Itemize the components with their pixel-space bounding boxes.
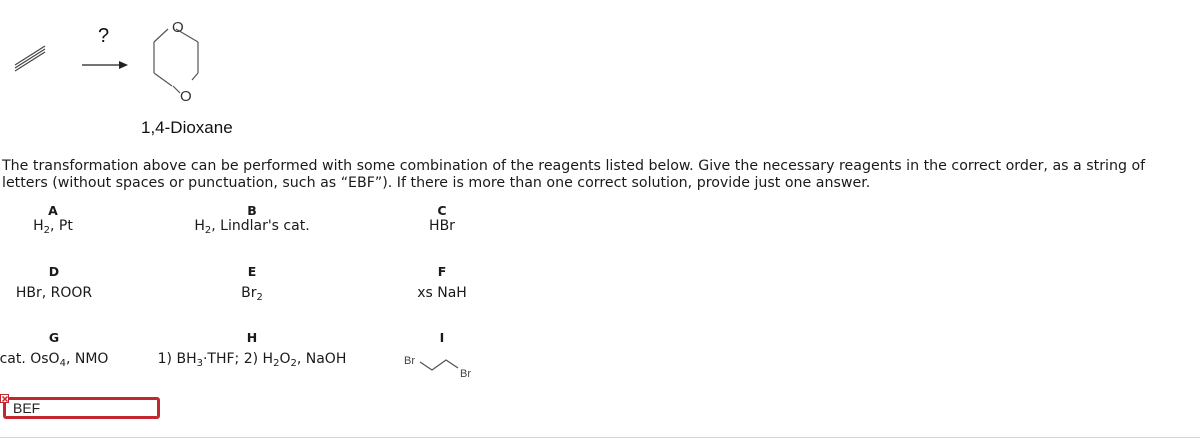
product-name: 1,4-Dioxane: [141, 118, 233, 137]
reagent-letter-a: A: [48, 203, 58, 218]
reagent-a: $H_2$, Pt: [33, 218, 73, 236]
reagent-e: $Br_2$: [241, 285, 263, 303]
reagent-f: xs NaH: [417, 285, 467, 301]
reagent-letter-e: E: [247, 264, 257, 279]
dioxane-ring: [154, 29, 198, 93]
reagent-i-dibromopropane: [400, 350, 490, 380]
reagent-c: HBr: [429, 218, 455, 234]
ring-oxygen-top: O: [172, 19, 184, 36]
reaction-scheme: [0, 0, 260, 145]
reagent-h: 1) $BH_3\cdot THF$; 2) $H_2O_2$, NaOH: [157, 351, 347, 369]
question-mark: ?: [98, 25, 110, 47]
answer-input[interactable]: [3, 397, 160, 419]
reagent-letter-g: G: [48, 330, 60, 345]
reagent-letter-f: F: [437, 264, 447, 279]
bromine-left-label: Br: [404, 355, 415, 367]
reagent-letter-c: C: [437, 203, 447, 218]
reagent-b: $H_2$, Lindlar's cat.: [194, 218, 310, 236]
reaction-arrow: [82, 61, 128, 69]
reagent-d: HBr, ROOR: [15, 285, 93, 301]
reagent-letter-d: D: [48, 264, 60, 279]
reagent-g: cat. OsO$_4$, NMO: [0, 351, 109, 369]
bromine-right-label: Br: [460, 368, 471, 380]
reagent-letter-i: I: [439, 330, 445, 345]
reagent-letter-h: H: [246, 330, 258, 345]
error-x-icon: [0, 394, 9, 403]
question-text: The transformation above can be performed with some combination of the reagents listed below. Give the necessary reagents in the correct order, as a string of letters (without spaces or punctuation, such as “EBF”). If there is more than one correct solution, provide just one answer.: [2, 158, 1146, 191]
divider: [0, 437, 1200, 438]
ethyne-triple-bond: [15, 46, 45, 71]
reagent-letter-b: B: [247, 203, 257, 218]
ring-oxygen-bottom: O: [180, 88, 192, 105]
